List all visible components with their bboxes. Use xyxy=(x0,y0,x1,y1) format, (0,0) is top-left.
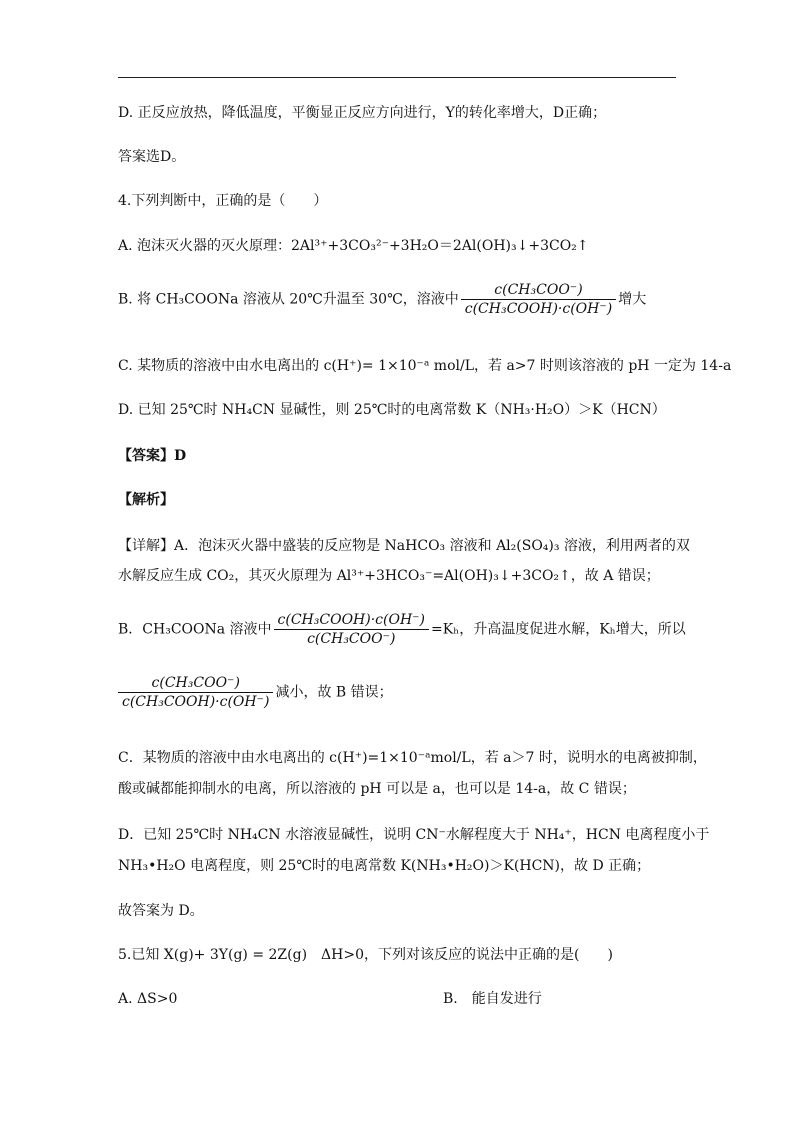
analysis-tag: 【解析】 xyxy=(118,492,174,508)
fraction-numerator: c(CH₃COOH)·c(OH⁻) xyxy=(277,612,426,628)
detail-b-suffix: =Kₕ，升高温度促进水解，Kₕ增大，所以 xyxy=(431,621,686,638)
header-rule xyxy=(118,77,676,78)
q4-option-d: D. 已知 25℃时 NH₄CN 显碱性，则 25℃时的电离常数 K（NH₃·H₂O）＞K（HCN） xyxy=(118,402,666,418)
q5-option-a: A. ΔS>0 xyxy=(118,991,178,1007)
detail-a-line-2: 水解反应生成 CO₂，其灭火原理为 Al³⁺+3HCO₃⁻=Al(OH)₃↓+3CO₂↑，故 A 错误； xyxy=(118,568,660,584)
detail-d-line-2: NH₃•H₂O 电离程度，则 25℃时的电离常数 K(NH₃•H₂O)＞K(HCN)，故 D 正确； xyxy=(118,858,651,874)
detail-d-line-1: D．已知 25℃时 NH₄CN 水溶液显碱性，说明 CN⁻水解程度大于 NH₄⁺，HCN 电离程度小于 xyxy=(118,827,710,843)
q4-option-b-fraction xyxy=(461,282,616,317)
detail-b-prefix: B．CH₃COONa 溶液中 xyxy=(118,621,272,638)
detail-a-line-1: 【详解】A．泡沫灭火器中盛装的反应物是 NaHCO₃ 溶液和 Al₂(SO₄)₃ 溶液，利用两者的双 xyxy=(118,538,690,554)
q5-option-b: B. 能自发进行 xyxy=(443,991,542,1007)
q4-option-a xyxy=(118,236,589,256)
detail-b2-fraction xyxy=(118,675,273,710)
detail-b-fraction xyxy=(274,612,429,647)
detail-b-line-2 xyxy=(118,675,393,710)
detail-c-line-2: 酸或碱都能抑制水的电离，所以溶液的 pH 可以是 a，也可以是 14-a，故 C 错误； xyxy=(118,781,636,797)
q4-option-c: C. 某物质的溶液中由水电离出的 c(H⁺)= 1×10⁻ᵃ mol/L，若 a>7 时则该溶液的 pH 一定为 14-a xyxy=(118,358,732,374)
fraction-denominator: c(CH₃COOH)·c(OH⁻) xyxy=(461,299,616,317)
detail-b2-suffix: 减小，故 B 错误； xyxy=(275,684,393,701)
question-5-title: 5.已知 X(g)+ 3Y(g) = 2Z(g) ΔH>0，下列对该反应的说法中正确的是( ) xyxy=(118,947,613,963)
answer-tag: 【答案】D xyxy=(118,448,187,464)
detail-b-line-1 xyxy=(118,612,686,647)
fraction-numerator: c(CH₃COO⁻) xyxy=(494,282,583,298)
question-4-title: 4.下列判断中，正确的是（ ） xyxy=(118,193,328,209)
final-answer: 故答案为 D。 xyxy=(118,903,204,919)
q4-option-a-label: A. 泡沫灭火器的灭火原理： xyxy=(118,238,292,254)
q4-option-b-prefix: B. 将 CH₃COONa 溶液从 20℃升温至 30℃，溶液中 xyxy=(118,291,459,308)
prev-option-d: D. 正反应放热，降低温度，平衡显正反应方向进行，Y的转化率增大，D正确； xyxy=(118,105,607,121)
fraction-denominator: c(CH₃COOH)·c(OH⁻) xyxy=(118,692,273,710)
q4-option-b xyxy=(118,282,646,317)
detail-c-line-1: C．某物质的溶液中由水电离出的 c(H⁺)=1×10⁻ᵃmol/L，若 a＞7 时，说明水的电离被抑制， xyxy=(118,750,707,766)
fraction-numerator: c(CH₃COO⁻) xyxy=(151,675,240,691)
q4-option-a-equation: 2Al³⁺+3CO₃²⁻+3H₂O＝2Al(OH)₃↓+3CO₂↑ xyxy=(291,238,589,254)
q4-option-b-suffix: 增大 xyxy=(618,291,647,308)
prev-answer: 答案选D。 xyxy=(118,149,186,165)
fraction-denominator: c(CH₃COO⁻) xyxy=(274,629,429,647)
